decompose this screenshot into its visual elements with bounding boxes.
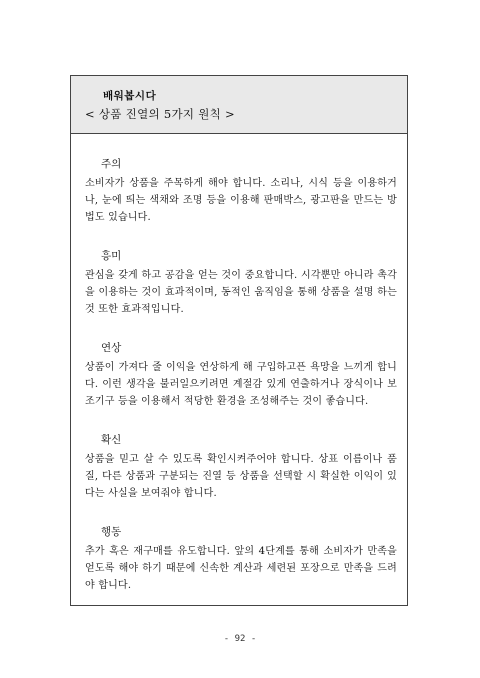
principle-title: 흥미	[101, 250, 122, 262]
section-label: 배워봅시다	[103, 90, 157, 102]
principle-interest	[85, 248, 397, 318]
page-number: - 92 -	[223, 634, 257, 644]
principle-association	[85, 340, 397, 410]
principle-title: 연상	[101, 342, 122, 354]
principle-body: 관심을 갖게 하고 공감을 얻는 것이 중요합니다. 시각뿐만 아니라 촉각을 이용하는 것이 효과적이며, 동적인 움직임을 통해 상품을 설명 하는 것 또한 효과적입니다.	[85, 270, 397, 315]
principle-body: 상품을 믿고 살 수 있도록 확인시켜주어야 합니다. 상표 이름이나 품질, 다른 상품과 구분되는 진열 등 상품을 선택할 시 확실한 이익이 있다는 사실을 보여줘야 합니다.	[85, 454, 397, 499]
principle-title: 확신	[101, 434, 122, 446]
principle-conviction	[85, 432, 397, 502]
principle-body: 상품이 가져다 줄 이익을 연상하게 해 구입하고픈 욕망을 느끼게 합니다. 이런 생각을 불러일으키려면 계절감 있게 연출하거나 장식이나 보조기구 등을 이용해서 적당한 환경을 조성해주는 것이 좋습니다.	[85, 362, 397, 407]
principle-title: 주의	[101, 158, 122, 170]
page-title: < 상품 진열의 5가지 원칙 >	[85, 107, 235, 121]
header-box	[71, 76, 407, 134]
principle-body: 소비자가 상품을 주목하게 해야 합니다. 소리나, 시식 등을 이용하거나, 눈에 띄는 색채와 조명 등을 이용해 판매박스, 광고판을 만드는 방법도 있습니다.	[85, 178, 397, 223]
principle-body: 추가 혹은 재구매를 유도합니다. 앞의 4단계를 통해 소비자가 만족을 얻도록 해야 하기 때문에 신속한 계산과 세련된 포장으로 만족을 드려야 합니다.	[85, 546, 397, 591]
principle-attention	[85, 156, 397, 226]
principle-title: 행동	[101, 526, 122, 538]
principle-action	[85, 524, 397, 594]
content-frame	[70, 75, 408, 606]
principles-list	[85, 156, 397, 616]
